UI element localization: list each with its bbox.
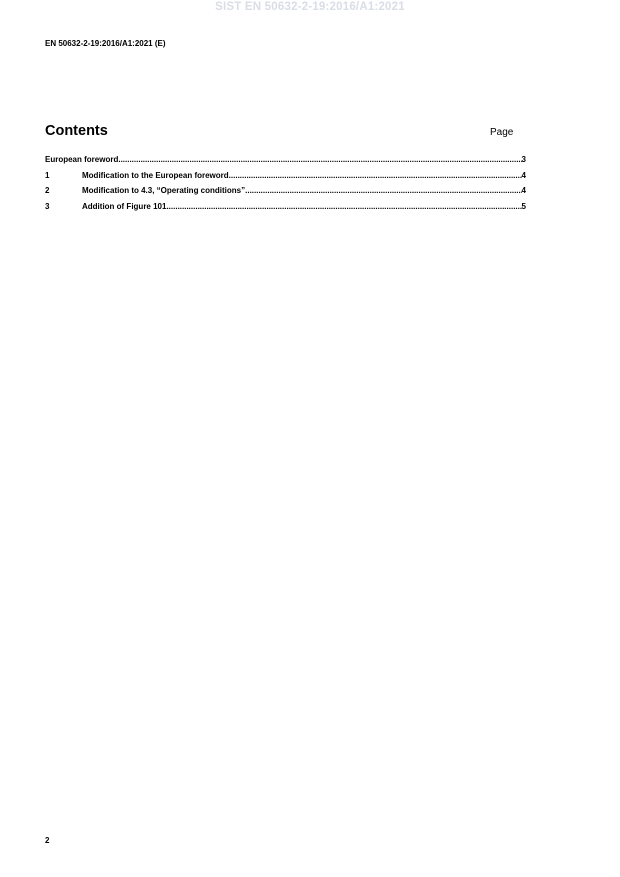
toc-entry-title: Addition of Figure 101: [82, 201, 167, 211]
toc-entry-number: 3: [45, 201, 50, 211]
document-id-header: EN 50632-2-19:2016/A1:2021 (E): [45, 39, 166, 48]
toc-entry-european-foreword[interactable]: [45, 155, 526, 171]
toc-entry-number: 1: [45, 170, 50, 180]
toc-entry-title: Modification to the European foreword: [82, 170, 229, 180]
table-of-contents: [45, 155, 526, 217]
toc-entry-number: 2: [45, 186, 50, 195]
page-column-label: Page: [490, 127, 514, 138]
toc-entry-2[interactable]: [45, 186, 526, 202]
toc-entry-1[interactable]: [45, 171, 526, 187]
toc-entry-page: 4: [521, 170, 526, 180]
toc-entry-title: European foreword: [45, 155, 119, 164]
toc-entry-page: 4: [521, 186, 526, 195]
toc-entry-page: 5: [521, 201, 526, 211]
toc-dot-leader: [118, 155, 521, 164]
toc-dot-leader: [229, 171, 522, 180]
toc-dot-leader: [245, 186, 521, 195]
toc-entry-page: 3: [521, 155, 526, 164]
contents-heading: Contents: [45, 123, 108, 139]
toc-dot-leader: [166, 202, 521, 211]
toc-entry-title: Modification to 4.3, “Operating conditions”: [82, 186, 246, 195]
footer-page-number: 2: [45, 836, 50, 845]
watermark-text: SIST EN 50632-2-19:2016/A1:2021: [215, 1, 405, 13]
toc-entry-3[interactable]: [45, 202, 526, 218]
